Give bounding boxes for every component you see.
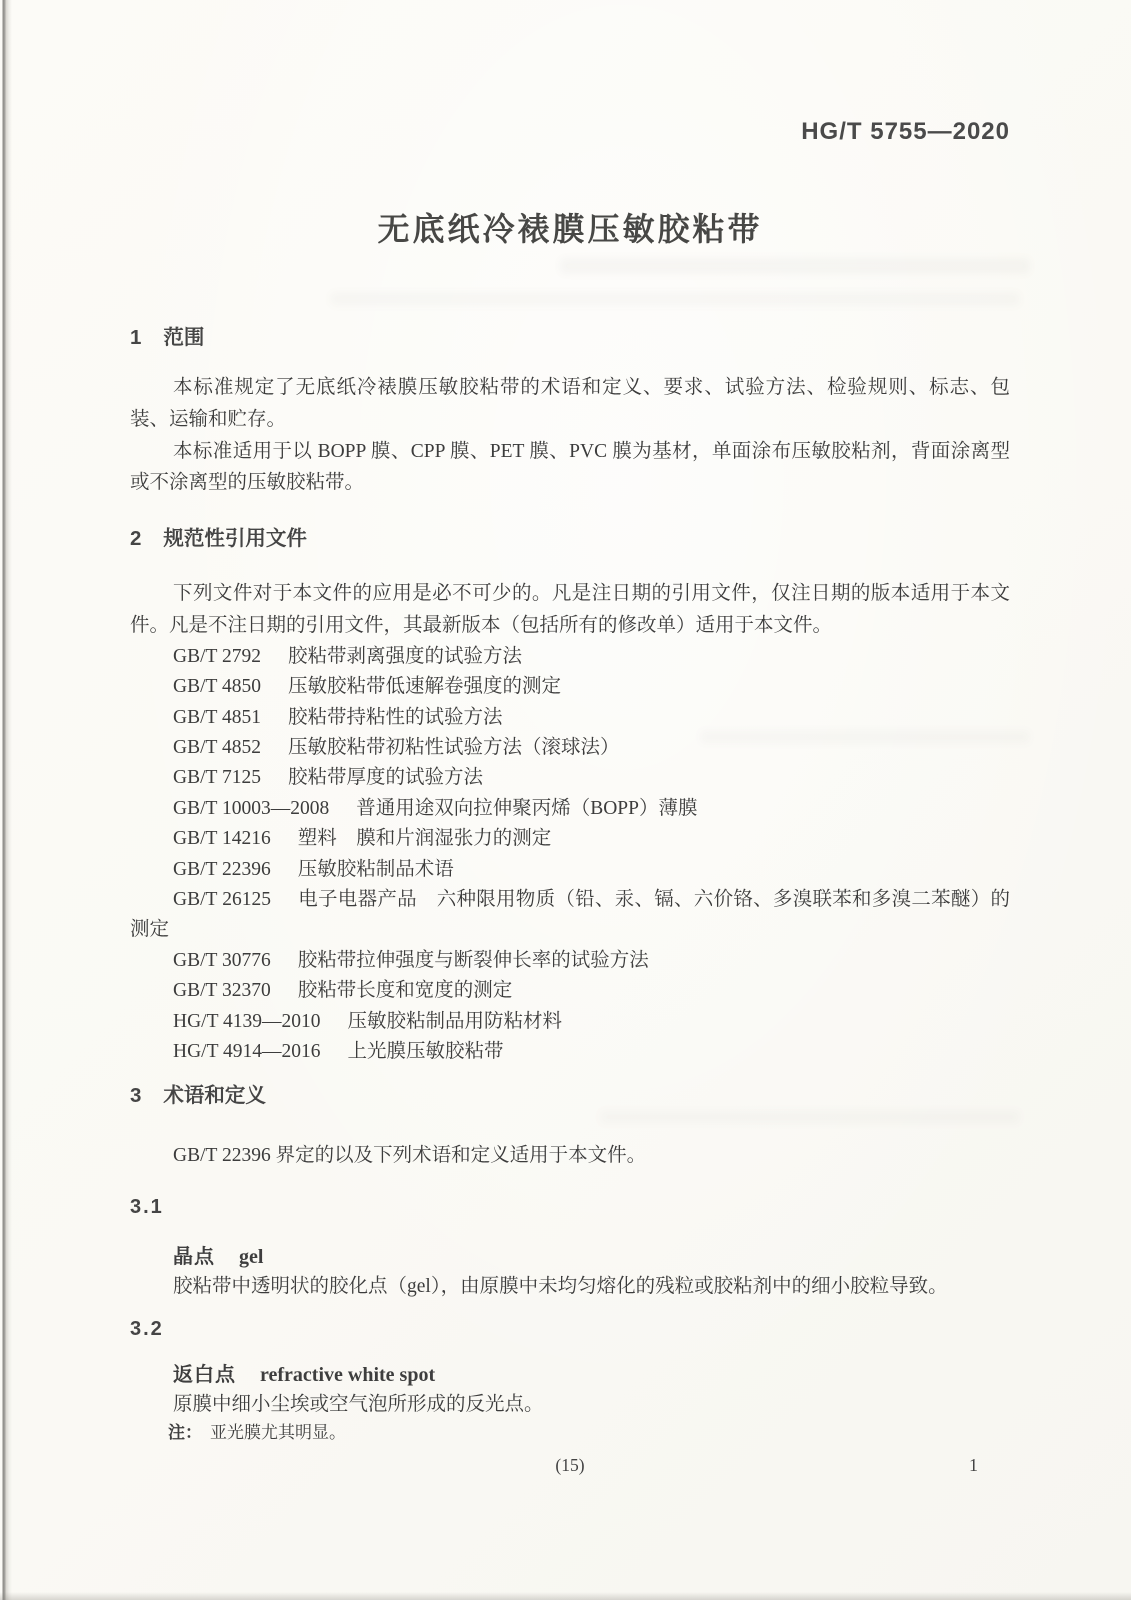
reference-code: GB/T 10003—2008: [173, 797, 330, 819]
reference-item: [130, 763, 1010, 793]
reference-title: 胶粘带长度和宽度的测定: [297, 980, 513, 1002]
reference-title: 上光膜压敏胶粘带: [347, 1041, 504, 1063]
document-title: 无底纸冷裱膜压敏胶粘带: [377, 211, 763, 247]
reference-item: [130, 855, 1010, 885]
footer-sheet-number: (15): [555, 1455, 585, 1476]
reference-code: GB/T 4851: [173, 706, 261, 728]
reference-code: GB/T 4852: [173, 737, 261, 758]
reference-code: HG/T 4139—2010: [173, 1010, 321, 1032]
reference-code: GB/T 14216: [173, 828, 271, 850]
reference-item: [130, 1007, 1010, 1037]
section-scope-heading: [130, 324, 1010, 352]
page-footer: [130, 1450, 1010, 1480]
term-3-1-zh: 晶点: [173, 1246, 215, 1269]
reference-code: GB/T 7125: [173, 767, 261, 789]
section-references-number: 2: [130, 527, 142, 551]
reference-code: GB/T 4850: [173, 676, 261, 698]
section-references-label: 规范性引用文件: [163, 527, 307, 551]
reference-item: [130, 976, 1010, 1006]
references-intro: 下列文件对于本文件的应用是必不可少的。凡是注日期的引用文件，仅注日期的版本适用于本文件。凡是不注日期的引用文件，其最新版本（包括所有的修改单）适用于本文件。: [130, 583, 1010, 636]
section-references-heading: [130, 525, 1010, 553]
note-text: 亚光膜尤其明显。: [210, 1423, 346, 1443]
reference-title: 压敏胶粘带初粘性试验方法（滚球法）: [287, 737, 620, 758]
reference-item: [130, 703, 1010, 733]
reference-title: 压敏胶粘制品术语: [297, 858, 454, 880]
reference-title: 胶粘带持粘性的试验方法: [287, 706, 503, 728]
reference-title: 电子电器产品 六种限用物质（铅、汞、镉、六价铬、多溴联苯和多溴二苯醚）的测定: [130, 889, 1010, 941]
reference-title: 压敏胶粘带低速解卷强度的测定: [287, 676, 561, 698]
term-3-1-definition: 胶粘带中透明状的胶化点（gel），由原膜中未均匀熔化的残粒或胶粘剂中的细小胶粒导致。: [173, 1276, 948, 1298]
terms-intro: GB/T 22396 界定的以及下列术语和定义适用于本文件。: [173, 1145, 647, 1167]
term-3-2-en: refractive white spot: [260, 1364, 436, 1387]
term-3-2-title: [130, 1360, 1010, 1390]
reference-item: [130, 642, 1010, 672]
reference-item: [130, 733, 1010, 763]
reference-title: 压敏胶粘制品用防粘材料: [347, 1010, 563, 1032]
reference-title: 胶粘带剥离强度的试验方法: [287, 645, 522, 667]
section-terms-heading: [130, 1082, 1010, 1110]
reference-code: GB/T 2792: [173, 645, 261, 667]
reference-item: [130, 672, 1010, 702]
section-scope-label: 范围: [163, 326, 205, 349]
term-3-2-zh: 返白点: [173, 1364, 236, 1387]
page-content: [130, 0, 1010, 1480]
reference-item: [130, 794, 1010, 824]
term-3-1-en: gel: [239, 1246, 264, 1269]
section-scope-number: 1: [130, 326, 142, 349]
reference-code: HG/T 4914—2016: [173, 1041, 321, 1063]
reference-code: GB/T 26125: [173, 889, 271, 911]
scan-edge-artifact: [0, 0, 12, 1600]
scan-edge-bottom-artifact: [0, 1592, 1131, 1600]
reference-code: GB/T 30776: [173, 949, 271, 971]
reference-title: 普通用途双向拉伸聚丙烯（BOPP）薄膜: [356, 797, 698, 819]
scope-paragraph-2: 本标准适用于以 BOPP 膜、CPP 膜、PET 膜、PVC 膜为基材，单面涂布压敏胶粘剂，背面涂离型或不涂离型的压敏胶粘带。: [130, 440, 1010, 494]
footer-page-number: 1: [969, 1455, 978, 1476]
standard-code: HG/T 5755—2020: [801, 118, 1010, 145]
reference-title: 胶粘带拉伸强度与断裂伸长率的试验方法: [297, 949, 649, 971]
reference-item: [130, 824, 1010, 854]
section-terms-number: 3: [130, 1084, 142, 1108]
term-3-2-number: 3.2: [130, 1318, 164, 1341]
reference-item: [130, 946, 1010, 976]
term-3-1-title: [130, 1242, 1010, 1272]
reference-item: [130, 1037, 1010, 1067]
scope-paragraph-1: 本标准规定了无底纸冷裱膜压敏胶粘带的术语和定义、要求、试验方法、检验规则、标志、包装、运输和贮存。: [130, 377, 1010, 430]
reference-item: [130, 885, 1010, 946]
term-3-2-definition: 原膜中细小尘埃或空气泡所形成的反光点。: [173, 1394, 544, 1416]
section-terms-label: 术语和定义: [163, 1084, 266, 1108]
reference-code: GB/T 22396: [173, 858, 271, 880]
term-3-2-note: [130, 1420, 1010, 1446]
note-label: 注：: [168, 1423, 202, 1443]
reference-title: 塑料 膜和片润湿张力的测定: [297, 828, 552, 850]
reference-title: 胶粘带厚度的试验方法: [287, 767, 483, 789]
term-3-1-number: 3.1: [130, 1196, 164, 1219]
reference-code: GB/T 32370: [173, 980, 271, 1002]
